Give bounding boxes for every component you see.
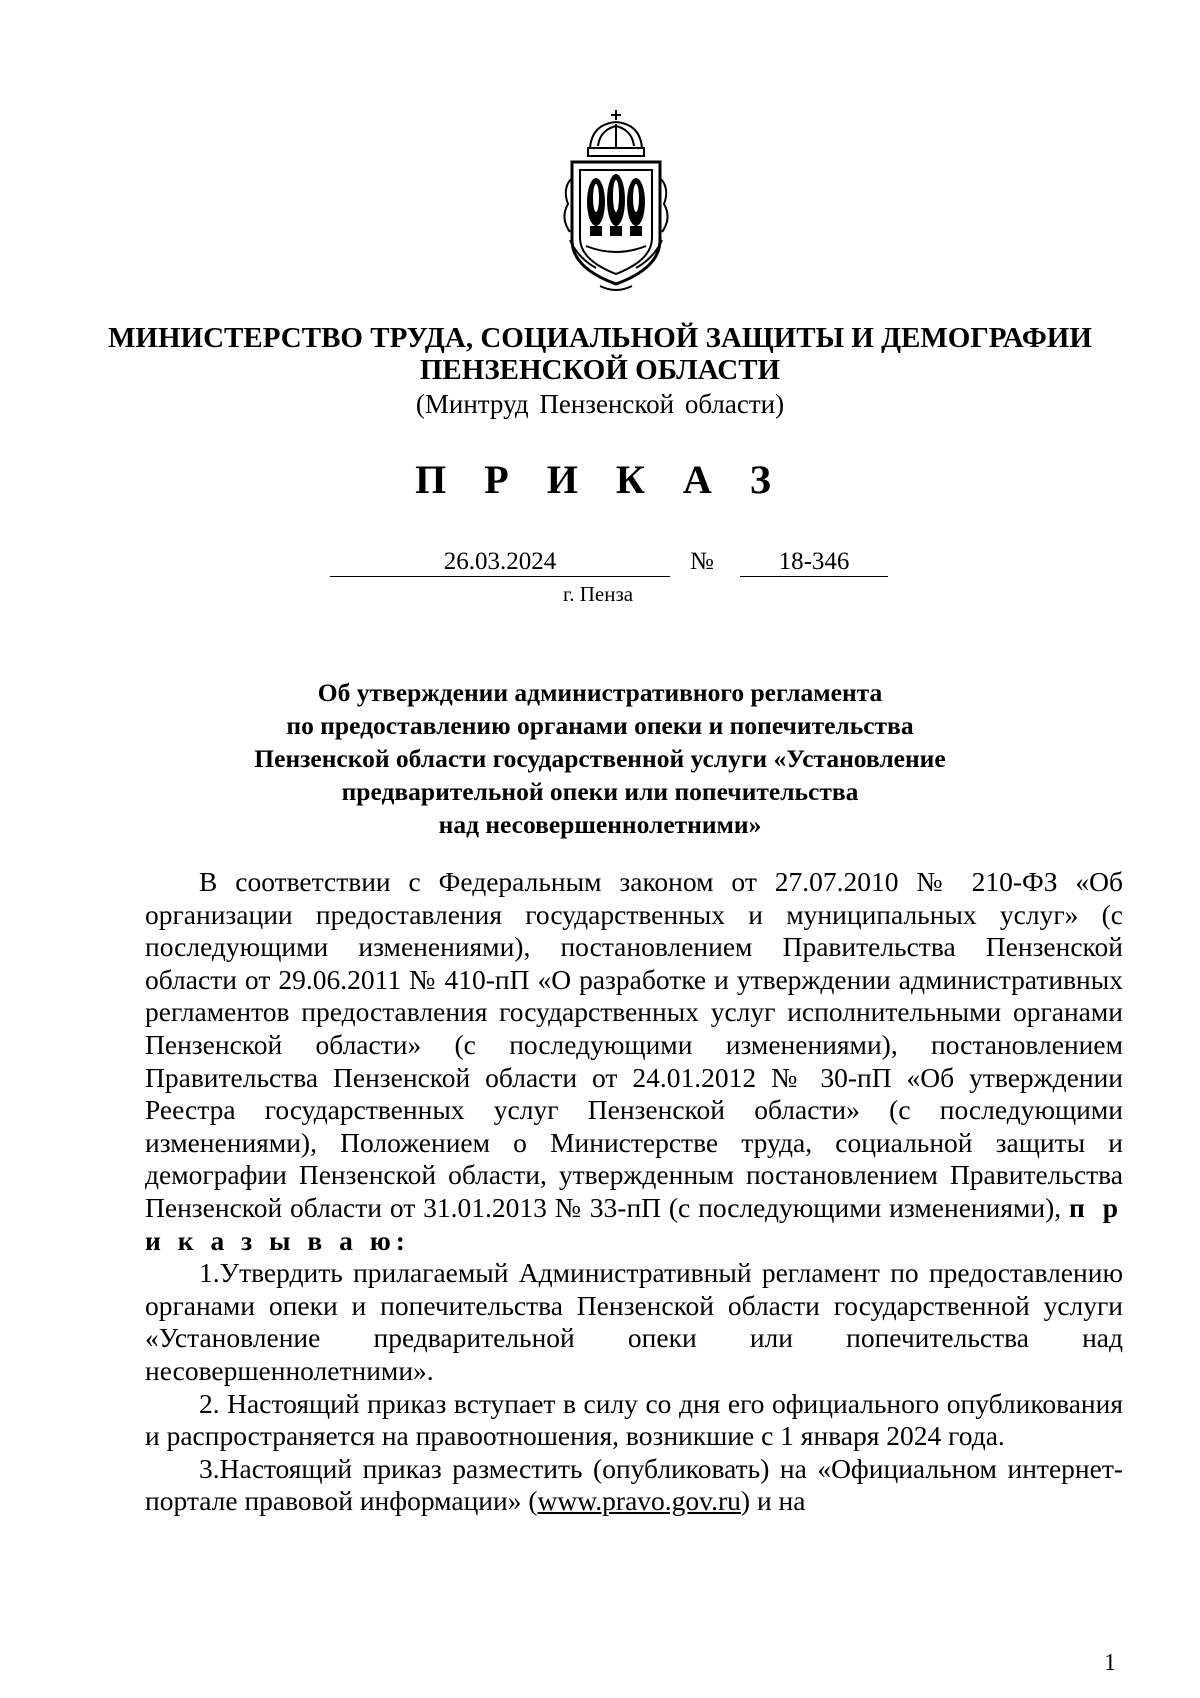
subject-line: над несовершеннолетними» bbox=[438, 810, 762, 839]
ministry-short-name: (Минтруд Пензенской области) bbox=[415, 389, 785, 419]
order-item-3 bbox=[145, 1453, 1123, 1518]
ministry-name bbox=[0, 322, 1200, 386]
page-number: 1 bbox=[1104, 1650, 1116, 1676]
subject-line: Об утверждении административного регламента bbox=[317, 678, 883, 707]
ministry-name-line1: МИНИСТЕРСТВО ТРУДА, СОЦИАЛЬНОЙ ЗАЩИТЫ И ДЕМОГРАФИИ bbox=[108, 322, 1092, 354]
item3-text-end: ) и на bbox=[740, 1485, 806, 1517]
document-type-title: П Р И К А З bbox=[415, 457, 785, 502]
penza-oblast-coat-of-arms-icon bbox=[556, 108, 676, 294]
order-number: 18-346 bbox=[740, 548, 888, 577]
order-subject bbox=[0, 676, 1200, 841]
item3-text-start: 3.Настоящий приказ разместить (опубликовать) на «Официальном интернет-портале правовой информации» ( bbox=[145, 1452, 1123, 1517]
pravo-gov-link[interactable]: www.pravo.gov.ru bbox=[537, 1485, 741, 1517]
order-city: г. Пенза bbox=[563, 582, 634, 606]
order-body bbox=[145, 866, 1123, 1518]
order-word: п р и к а з ы в а ю: bbox=[145, 1191, 1123, 1256]
order-date: 26.03.2024 bbox=[330, 548, 670, 577]
order-item-1: 1.Утвердить прилагаемый Административный регламент по предоставлению органами опеки и попечительства Пензенской области государственной услуги «Установление предварительной опеки или попечительства над несовершеннолетними». bbox=[145, 1257, 1123, 1386]
ministry-name-line2: ПЕНЗЕНСКОЙ ОБЛАСТИ bbox=[419, 354, 781, 386]
subject-line: по предоставлению органами опеки и попечительства bbox=[286, 711, 914, 740]
subject-line: предварительной опеки или попечительства bbox=[341, 777, 859, 806]
preamble-text: В соответствии с Федеральным законом от 27.07.2010 № 210-ФЗ «Об организации предоставления государственных и муниципальных услуг» (с последующими изменениями), постановлением Правительства Пензенской области от 29.06.2011 № 410-пП «О разработке и утверждении административных регламентов предоставления государственных услуг исполнительными органами Пензенской области» (с последующими изменениями), постановлением Правительства Пензенской области от 24.01.2012 № 30-пП «Об утверждении Реестра государственных услуг Пензенской области» (с последующими изменениями), Положением о Министерстве труда, социальной защиты и демографии Пензенской области, утвержденным постановлением Правительства Пензенской области от 31.01.2013 № 33-пП (с последующими изменениями), bbox=[145, 866, 1123, 1223]
preamble-paragraph bbox=[145, 866, 1123, 1257]
order-number-sign: № bbox=[690, 548, 714, 575]
subject-line: Пензенской области государственной услуги «Установление bbox=[254, 744, 946, 773]
order-item-2: 2. Настоящий приказ вступает в силу со дня его официального опубликования и распространяется на правоотношения, возникшие с 1 января 2024 года. bbox=[145, 1387, 1123, 1452]
